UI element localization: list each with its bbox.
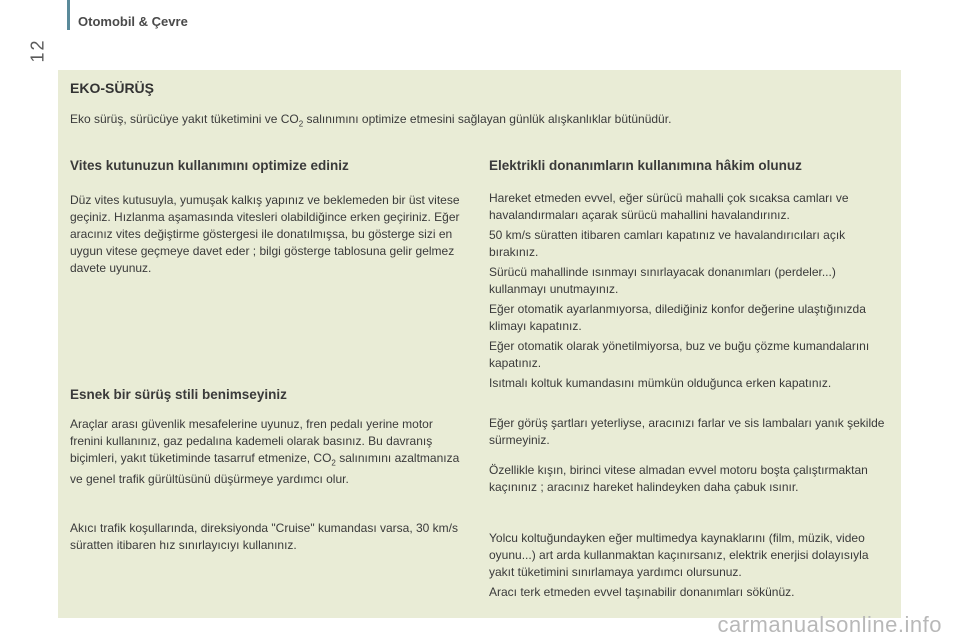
heading-electrical: Elektrikli donanımların kullanımına hâkim olunuz — [489, 158, 802, 173]
gearbox-text — [70, 192, 460, 280]
warmup-paragraph: Özellikle kışın, birinci vitese almadan evvel motoru boşta çalıştırmaktan kaçınınız ; aracınız hareket halindeyken daha çabuk ısınır. — [489, 463, 868, 494]
cruise-paragraph: Akıcı trafik koşullarında, direksiyonda "Cruise" kumandası varsa, 30 km/s süratten itibaren hız sınırlayıcıyı kullanınız. — [70, 521, 459, 552]
electrical-text-a — [489, 190, 889, 395]
driving-style-paragraph: Araçlar arası güvenlik mesafelerine uyunuz, fren pedalı yerine motor frenini kullanınız, gaz pedalına kademeli olarak basınız. Bu davranış biçimleri, yakıt tüketiminde tasarruf etmenize, $CO_2$ salınımını azaltmanıza ve genel trafik gürültüsünü düşürmeye yardımcı olur. — [70, 417, 460, 487]
panel-title: EKO-SÜRÜŞ — [70, 80, 155, 96]
heading-driving-style: Esnek bir sürüş stili benimseyiniz — [70, 387, 287, 402]
electrical-paragraph: Isıtmalı koltuk kumandasını mümkün olduğunca erken kapatınız. — [489, 376, 832, 390]
section-label: Otomobil & Çevre — [78, 14, 188, 29]
driving-style-text — [70, 416, 465, 491]
electrical-text-c — [489, 462, 894, 499]
lights-paragraph: Eğer görüş şartları yeterliyse, aracınızı farlar ve sis lambaları yanık şekilde sürmeyiniz. — [489, 416, 885, 447]
electrical-paragraph: Hareket etmeden evvel, eğer sürücü mahalli çok sıcaksa camları ve havalandırmaları açarak sürücü mahallini havalandırınız. — [489, 191, 849, 222]
multimedia-paragraph: Yolcu koltuğundayken eğer multimedya kaynaklarını (film, müzik, video oyunu...) art arda kullanmaktan kaçınırsanız, elektrik enerjisi dolayısıyla yakıt tüketimini sınırlamaya yardımcı olursunuz. — [489, 531, 869, 579]
gearbox-paragraph: Düz vites kutusuyla, yumuşak kalkış yapınız ve beklemeden bir üst vitese geçiniz. Hızlanma aşamasında vitesleri olabildiğince erken geçiriniz. Eğer aracınız vites değiştirme göstergesi ile donatılmışsa, bu gösterge sizi en uygun vitese geçmeye davet eder ; bilgi gösterge tablosuna gelir gelmez davete uyunuz. — [70, 193, 460, 275]
portable-devices-paragraph: Aracı terk etmeden evvel taşınabilir donanımları sökünüz. — [489, 585, 795, 599]
cruise-text — [70, 520, 465, 557]
electrical-paragraph: Sürücü mahallinde ısınmayı sınırlayacak donanımları (perdeler...) kullanmayı unutmayınız. — [489, 265, 836, 296]
intro-text: Eko sürüş, sürücüye yakıt tüketimini ve $CO_2$ salınımını optimize etmesini sağlayan günlük alışkanlıklar bütünüdür. — [70, 112, 672, 129]
electrical-paragraph: Eğer otomatik ayarlanmıyorsa, dilediğiniz konfor değerine ulaştığınızda klimayı kapatınız. — [489, 302, 866, 333]
section-marker-bar — [67, 0, 70, 30]
electrical-paragraph: Eğer otomatik olarak yönetilmiyorsa, buz ve buğu çözme kumandalarını kapatınız. — [489, 339, 870, 370]
page-number: 12 — [27, 38, 48, 63]
watermark: carmanualsonline.info — [717, 612, 942, 637]
electrical-paragraph: 50 km/s süratten itibaren camları kapatınız ve havalandırıcıları açık bırakınız. — [489, 228, 846, 259]
heading-gearbox: Vites kutunuzun kullanımını optimize ediniz — [70, 158, 349, 173]
electrical-text-d — [489, 530, 894, 604]
electrical-text-b — [489, 415, 889, 452]
